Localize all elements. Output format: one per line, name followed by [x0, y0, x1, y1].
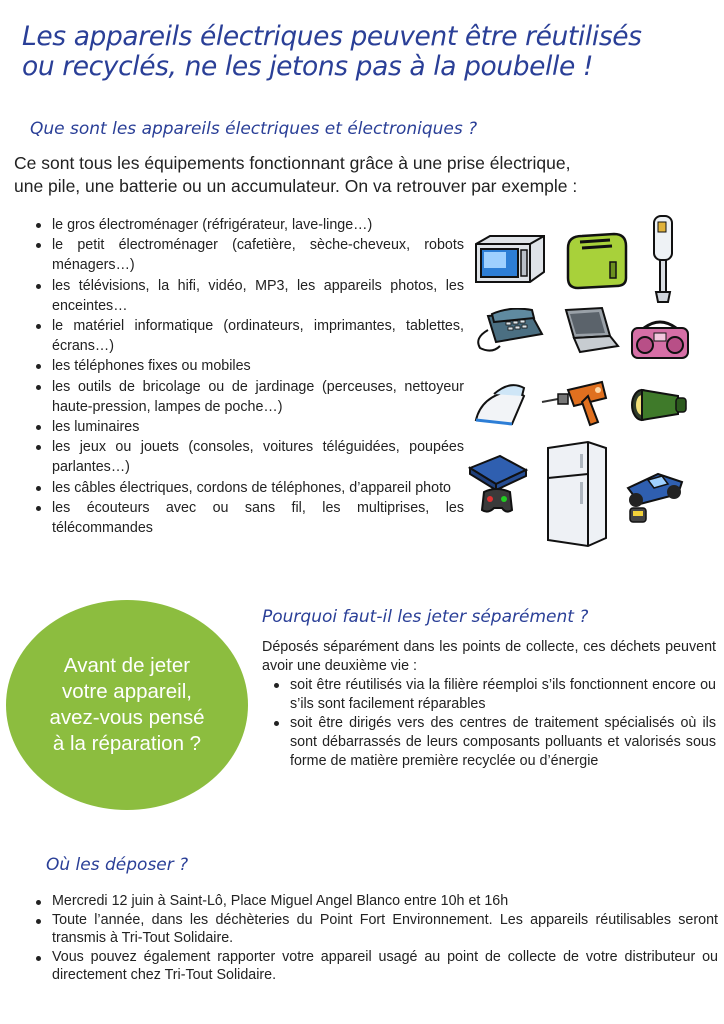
section-heading-why: Pourquoi faut-il les jeter séparément ?: [262, 607, 589, 627]
where-list: [34, 892, 718, 985]
rc-car-icon: [618, 464, 690, 526]
laptop-icon: [552, 306, 620, 356]
section-intro: [14, 152, 714, 198]
flashlight-icon: [628, 386, 688, 424]
list-item: les écouteurs avec ou sans fil, les multiprises, les télécommandes: [34, 498, 464, 538]
list-item: Toute l’année, dans les déchèteries du Point Fort Environnement. Les appareils réutilisables seront transmis à Tri-Tout Solidaire.: [34, 911, 718, 948]
list-item: les câbles électriques, cordons de téléphones, d’appareil photo: [34, 478, 464, 498]
fridge-icon: [544, 438, 610, 550]
callout-line-3: avez-vous pensé: [49, 706, 205, 729]
list-item: soit être dirigés vers des centres de traitement spécialisés où ils sont débarrassés de leurs composants polluants et valorisés sous forme de matière première recyclée ou d’énergie: [262, 714, 716, 771]
section-heading-what: Que sont les appareils électriques et électroniques ?: [30, 119, 478, 139]
game-console-icon: [466, 452, 532, 518]
list-item: les jeux ou jouets (consoles, voitures téléguidées, poupées parlantes…): [34, 437, 464, 477]
list-item: les luminaires: [34, 417, 464, 437]
drill-icon: [540, 378, 614, 428]
microwave-icon: [470, 232, 548, 286]
list-item: Vous pouvez également rapporter votre appareil usagé au point de collecte de votre distributeur ou directement chez Tri-Tout Solidaire.: [34, 948, 718, 985]
boombox-icon: [628, 318, 692, 362]
iron-icon: [472, 376, 532, 428]
list-item: les outils de bricolage ou de jardinage (perceuses, nettoyeur haute-pression, lampes de poche…): [34, 377, 464, 417]
callout-line-2: votre appareil,: [62, 680, 192, 703]
telephone-icon: [470, 308, 546, 354]
hand-blender-icon: [648, 214, 678, 306]
list-item: soit être réutilisés via la filière réemploi s’ils fonctionnent encore ou s’ils sont facilement réparables: [262, 676, 716, 714]
list-item: les télévisions, la hifi, vidéo, MP3, les appareils photos, les enceintes…: [34, 276, 464, 316]
toaster-icon: [560, 228, 632, 292]
why-intro: Déposés séparément dans les points de collecte, ces déchets peuvent avoir une deuxième vie :: [262, 639, 716, 674]
list-item: le matériel informatique (ordinateurs, imprimantes, tablettes, écrans…): [34, 316, 464, 356]
appliance-examples-list: [34, 215, 464, 538]
list-item: Mercredi 12 juin à Saint-Lô, Place Miguel Angel Blanco entre 10h et 16h: [34, 892, 718, 911]
why-section-body: [262, 638, 716, 771]
page-title: [22, 22, 712, 82]
why-list: [262, 676, 716, 771]
list-item: les téléphones fixes ou mobiles: [34, 356, 464, 376]
intro-line-2: une pile, une batterie ou un accumulateur. On va retrouver par exemple :: [14, 176, 578, 196]
intro-line-1: Ce sont tous les équipements fonctionnant grâce à une prise électrique,: [14, 153, 571, 173]
list-item: le petit électroménager (cafetière, sèche-cheveux, robots ménagers…): [34, 235, 464, 275]
list-item: le gros électroménager (réfrigérateur, lave-linge…): [34, 215, 464, 235]
section-heading-where: Où les déposer ?: [46, 855, 189, 875]
page-title-line-1: Les appareils électriques peuvent être réutilisés: [22, 21, 642, 52]
page-title-line-2: ou recyclés, ne les jetons pas à la poubelle !: [22, 51, 594, 82]
callout-line-4: à la réparation ?: [52, 732, 202, 755]
callout-line-1: Avant de jeter: [63, 654, 191, 677]
repair-callout: [6, 600, 248, 810]
